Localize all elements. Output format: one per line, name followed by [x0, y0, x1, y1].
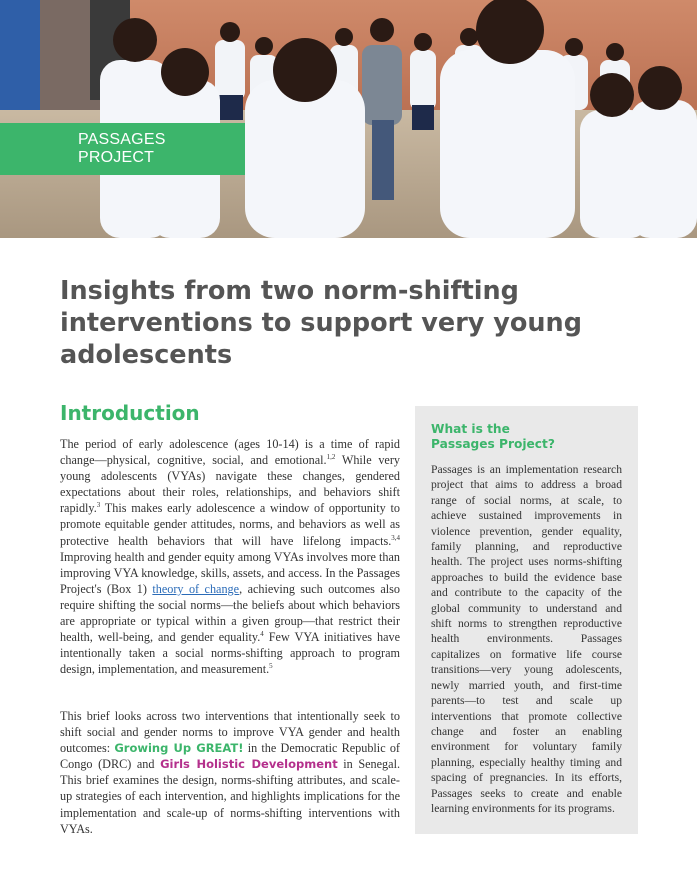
- hero-photo: [0, 0, 697, 238]
- introduction-heading: Introduction: [60, 401, 200, 425]
- theory-of-change-link[interactable]: theory of change: [152, 581, 240, 596]
- passages-project-badge: PASSAGES PROJECT: [0, 123, 245, 175]
- girls-holistic-development-label: Girls Holistic Development: [160, 757, 338, 772]
- passages-info-box: [415, 406, 638, 834]
- sidebar-text: Passages is an implementation research project that aims to address a broad range of social norms, at scale, to achieve sustained improvements in violence prevention, gender equality, family planning, and reproductive health. The project uses norms-shifting approaches to build the evidence base and contribute to the capacity of the global community to understand and shift norms to strengthen reproductive health environments. Passages capitalizes on formative life course transitions—very young adolescents, newly married youth, and first-time parents—to test and scale up interventions that promote collective change and foster an enabling environment for voluntary family planning, especially healthy timing and spacing of pregnancies. In its efforts, Passages seeks to create and enable learning environments for its programs.: [431, 463, 622, 815]
- growing-up-great-label: Growing Up GREAT!: [114, 741, 244, 756]
- introduction-paragraph-2: This brief looks across two interventions that intentionally seek to shift social and gender norms to improve VYA gender and health outcomes: Growing Up GREAT! in the Democratic Republic of Congo (DRC) and Girls Holistic Development in Senegal. This brief examines the design, norms-shifting attributes, and scale-up strategies of each intervention, and highlights implications for the implementation and scale-up of norms-shifting interventions with VYAs.: [60, 709, 400, 836]
- introduction-paragraph-1: The period of early adolescence (ages 10-14) is a time of rapid change—physical, cognitive, social, and emotional.$^{1,2}$ While very young adolescents (VYAs) navigate these changes, gendered expectations about their roles, relationships, and behaviors shift rapidly.$^3$ This makes early adolescence a window of opportunity to promote equitable gender attitudes, norms, and behaviors as well as protective health behaviors that will have lifelong impacts.$^{3,4}$ Improving health and gender equity among VYAs involves more than improving VYA knowledge, skills, assets, and access. In the Passages Project's (Box 1) theory of change, achieving such outcomes also require shifting the social norms—the beliefs about which behaviors are appropriate or typical within a given group—that restrict their health, well-being, and gender equality.$^4$ Few VYA initiatives have intentionally taken a social norms-shifting approach to program design, implementation, and measurement.$^5$: [60, 437, 400, 677]
- classroom-group-photo: [0, 0, 697, 238]
- page-title: Insights from two norm-shifting interventions to support very young adolescents: [60, 276, 582, 370]
- sidebar-heading: What is the Passages Project?: [431, 422, 555, 451]
